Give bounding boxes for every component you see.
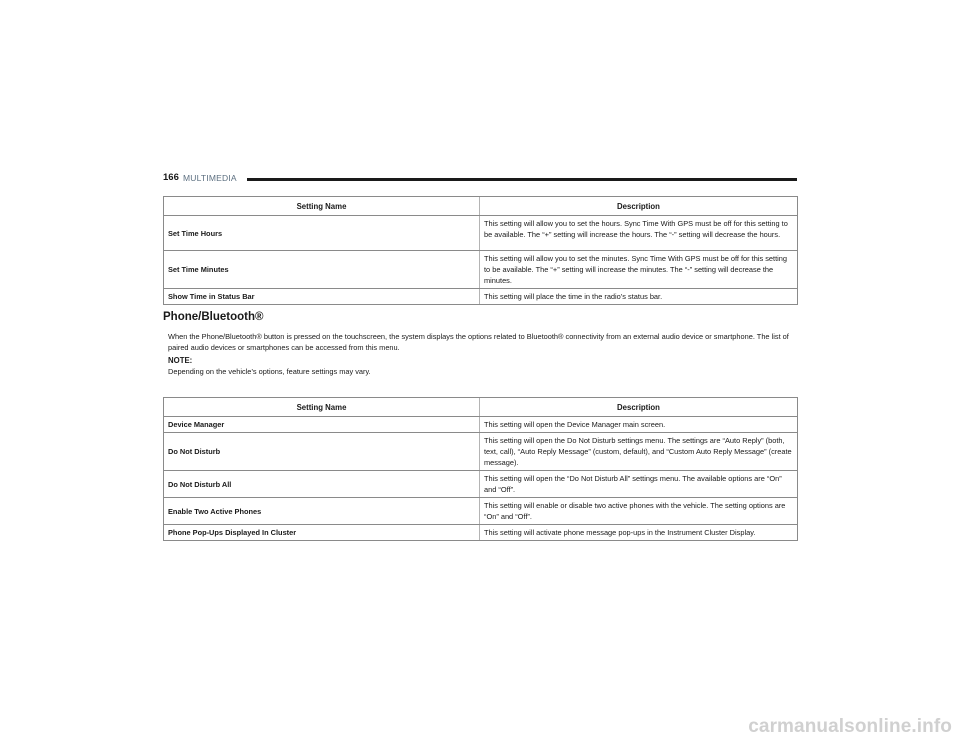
table-row: [164, 216, 798, 251]
column-header-setting-name: Setting Name: [164, 398, 480, 417]
setting-description: This setting will activate phone message pop-ups in the Instrument Cluster Display.: [480, 525, 798, 541]
setting-name: Do Not Disturb All: [164, 471, 480, 498]
setting-description: This setting will allow you to set the hours. Sync Time With GPS must be off for this setting to be available. The “+” setting will increase the hours. The “-” setting will decrease the hours.: [480, 216, 798, 251]
table-row: [164, 251, 798, 289]
time-settings-table: [163, 196, 798, 305]
page-number: 166: [163, 172, 179, 183]
setting-description: This setting will open the Do Not Disturb settings menu. The settings are “Auto Reply” (both, text, call), “Auto Reply Message” (custom, default), and “Custom Auto Reply Message” (create message).: [480, 433, 798, 471]
setting-name: Set Time Hours: [164, 216, 480, 251]
section-heading: Phone/Bluetooth®: [163, 311, 264, 323]
table-row: [164, 471, 798, 498]
section-intro: When the Phone/Bluetooth® button is pressed on the touchscreen, the system displays the options related to Bluetooth® connectivity from an external audio device or smartphone. The list of paired audio devices or smartphones can be accessed from this menu.: [168, 332, 789, 352]
column-header-description: Description: [480, 398, 798, 417]
setting-description: This setting will allow you to set the minutes. Sync Time With GPS must be off for this setting to be available. The “+” setting will increase the minutes. The “-” setting will decrease the minutes.: [480, 251, 798, 289]
table-header-row: [164, 398, 798, 417]
setting-name: Device Manager: [164, 417, 480, 433]
setting-name: Enable Two Active Phones: [164, 498, 480, 525]
note-text: Depending on the vehicle’s options, feature settings may vary.: [168, 367, 371, 376]
setting-name: Do Not Disturb: [164, 433, 480, 471]
setting-name: Set Time Minutes: [164, 251, 480, 289]
watermark: carmanualsonline.info: [748, 716, 952, 737]
table-row: [164, 433, 798, 471]
phone-bluetooth-settings-table: [163, 397, 798, 541]
setting-description: This setting will open the “Do Not Disturb All” settings menu. The available options are “On” and “Off”.: [480, 471, 798, 498]
table-row: [164, 525, 798, 541]
section-label: MULTIMEDIA: [183, 172, 237, 183]
table-row: [164, 498, 798, 525]
setting-name: Phone Pop-Ups Displayed In Cluster: [164, 525, 480, 541]
column-header-setting-name: Setting Name: [164, 197, 480, 216]
header-rule: [247, 178, 797, 181]
setting-name: Show Time in Status Bar: [164, 289, 480, 305]
setting-description: This setting will enable or disable two active phones with the vehicle. The setting options are “On” and “Off”.: [480, 498, 798, 525]
setting-description: This setting will open the Device Manager main screen.: [480, 417, 798, 433]
setting-description: This setting will place the time in the radio’s status bar.: [480, 289, 798, 305]
table-row: [164, 289, 798, 305]
column-header-description: Description: [480, 197, 798, 216]
table-row: [164, 417, 798, 433]
page-header: [163, 172, 797, 186]
table-header-row: [164, 197, 798, 216]
note-label: NOTE:: [168, 356, 193, 365]
